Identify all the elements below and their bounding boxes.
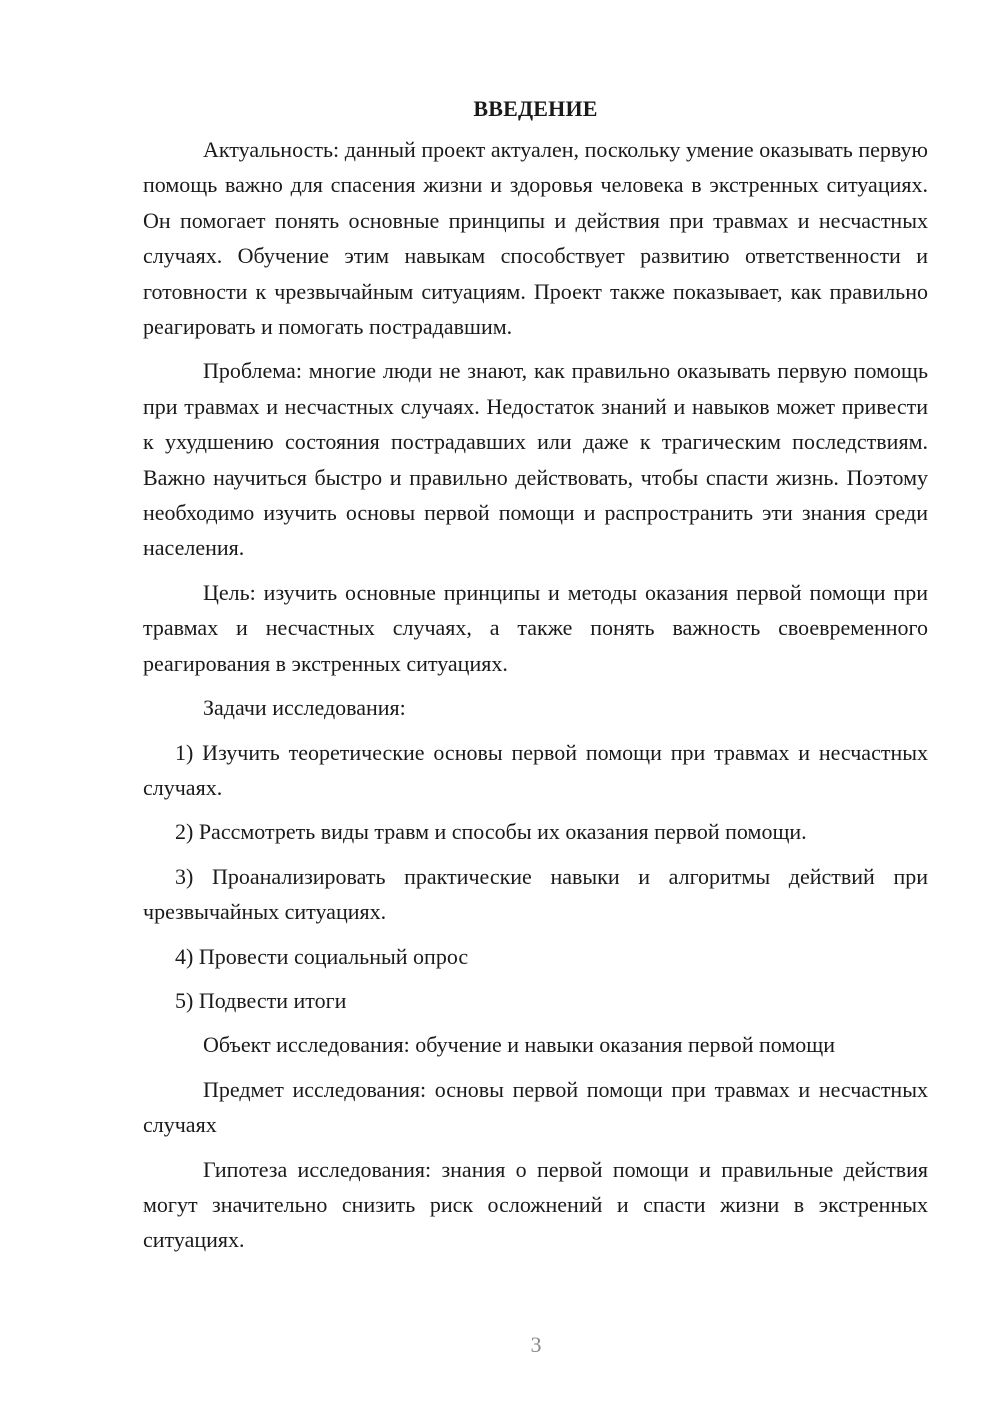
document-page: [143, 92, 928, 1267]
section-heading: ВВЕДЕНИЕ: [473, 96, 598, 121]
problem-paragraph: Проблема: многие люди не знают, как правильно оказывать первую помощь при травмах и несчастных случаях. Недостаток знаний и навыков может привести к ухудшению состояния пострадавших или даже к трагическим последствиям. Важно научиться быстро и правильно действовать, чтобы спасти жизнь. Поэтому необходимо изучить основы первой помощи и распространить эти знания среди населения.: [143, 358, 928, 561]
task-item-3: 3) Проанализировать практические навыки и алгоритмы действий при чрезвычайных ситуациях.: [143, 863, 928, 925]
subject-paragraph: Предмет исследования: основы первой помощи при травмах и несчастных случаях: [143, 1076, 928, 1138]
goal-paragraph: Цель: изучить основные принципы и методы оказания первой помощи при травмах и несчастных случаях, а также понять важность своевременного реагирования в экстренных ситуациях.: [143, 579, 928, 676]
tasks-title: Задачи исследования:: [203, 695, 406, 721]
page-number: 3: [530, 1332, 542, 1357]
task-item-1: 1) Изучить теоретические основы первой помощи при травмах и несчастных случаях.: [143, 739, 928, 800]
task-item-4: 4) Провести социальный опрос: [175, 943, 469, 969]
object-paragraph: Объект исследования: обучение и навыки оказания первой помощи: [203, 1032, 835, 1058]
hypothesis-paragraph: Гипотеза исследования: знания о первой помощи и правильные действия могут значительно снизить риск осложнений и спасти жизни в экстренных ситуациях.: [143, 1156, 928, 1253]
task-item-2: 2) Рассмотреть виды травм и способы их оказания первой помощи.: [175, 819, 807, 845]
task-item-5: 5) Подвести итоги: [175, 987, 347, 1013]
relevance-paragraph: Актуальность: данный проект актуален, поскольку умение оказывать первую помощь важно для спасения жизни и здоровья человека в экстренных ситуациях. Он помогает понять основные принципы и действия при травмах и несчастных случаях. Обучение этим навыкам способствует развитию ответственности и готовности к чрезвычайным ситуациям. Проект также показывает, как правильно реагировать и помогать пострадавшим.: [143, 137, 928, 340]
